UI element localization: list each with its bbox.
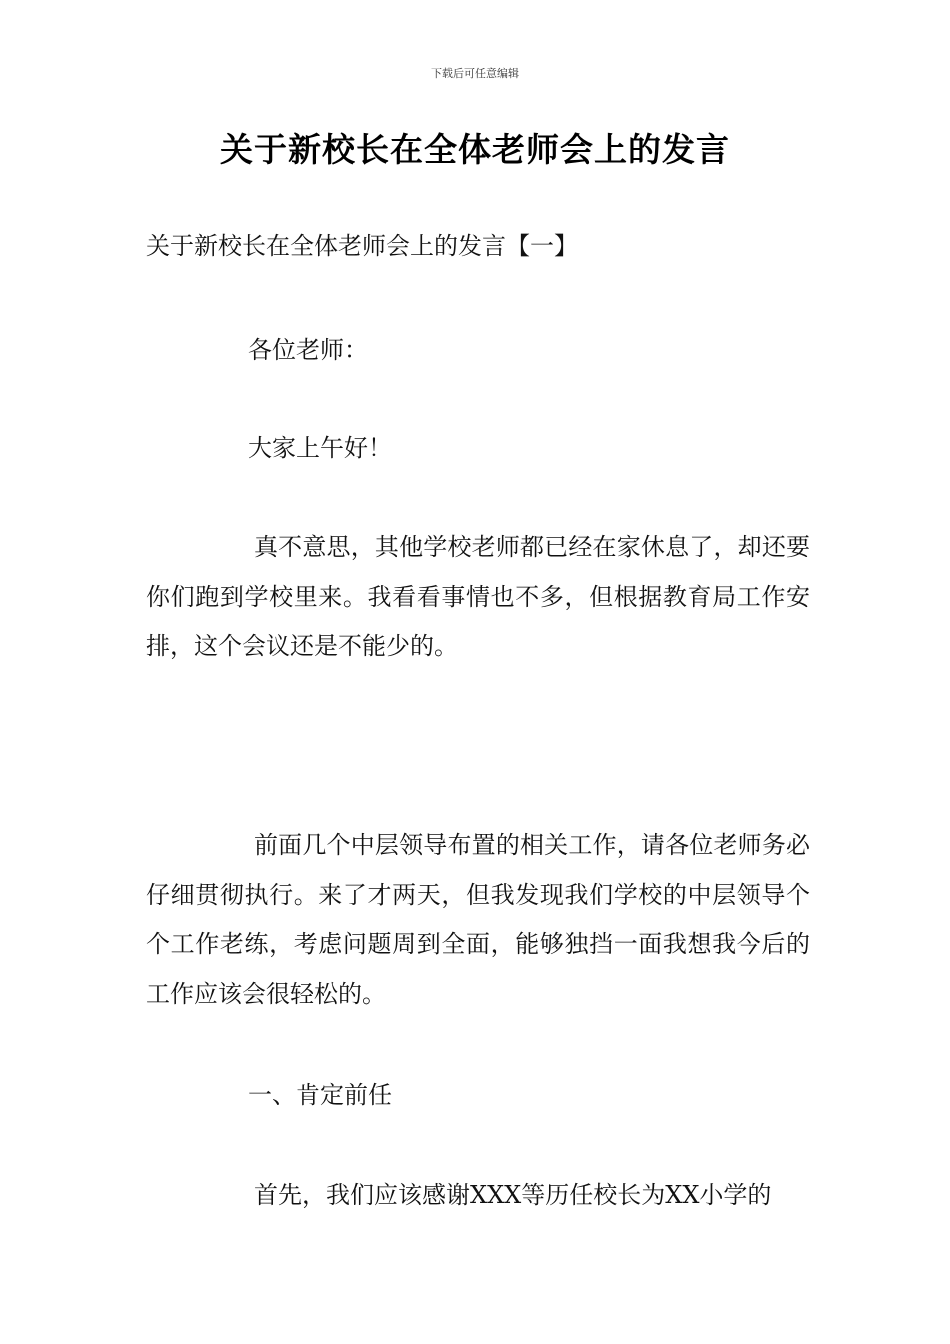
paragraph-leaders: 前面几个中层领导布置的相关工作，请各位老师务必仔细贯彻执行。来了才两天，但我发现我们学校的中层领导个个工作老练，考虑问题周到全面，能够独挡一面我想我今后的工作应该会很轻松的。: [146, 831, 810, 1008]
paragraph-thanks: 首先，我们应该感谢XXX等历任校长为XX小学的: [254, 1181, 772, 1209]
paragraph-intro: 真不意思，其他学校老师都已经在家休息了，却还要你们跑到学校里来。我看看事情也不多，但根据教育局工作安排，这个会议还是不能少的。: [146, 533, 810, 661]
salutation: 各位老师：: [248, 336, 368, 364]
header-note: 下载后可任意编辑: [431, 67, 519, 80]
greeting: 大家上午好！: [248, 434, 392, 462]
section-heading: 关于新校长在全体老师会上的发言【一】: [146, 232, 578, 260]
subheading-affirm-predecessor: 一、肯定前任: [248, 1081, 392, 1109]
document-title: 关于新校长在全体老师会上的发言: [220, 130, 730, 169]
